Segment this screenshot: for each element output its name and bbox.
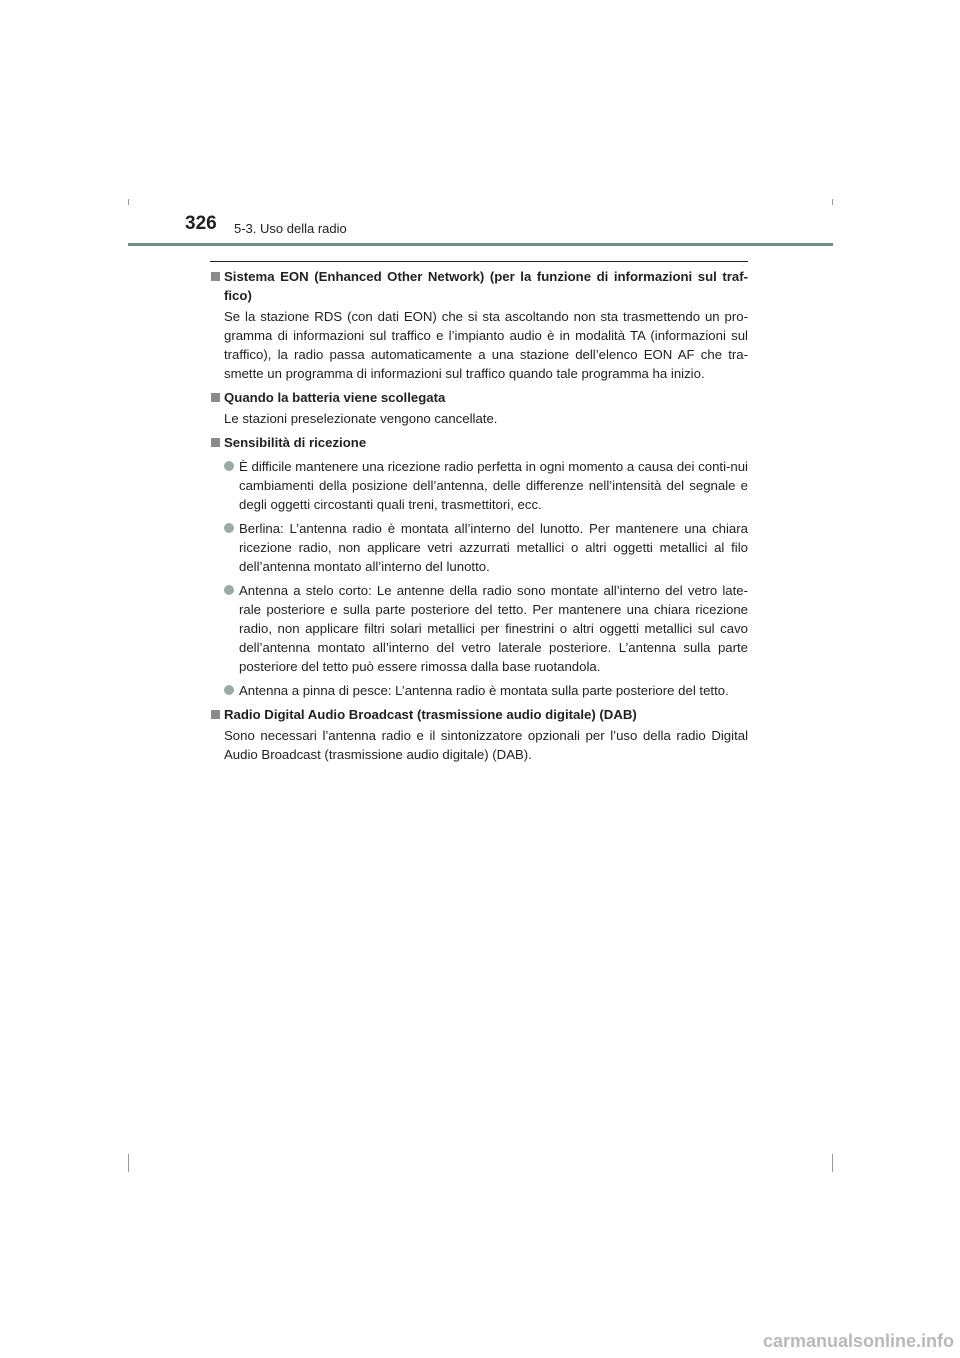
- crop-mark-bottom-right: [832, 1154, 833, 1172]
- section-heading-text: Quando la batteria viene scollegata: [224, 390, 446, 405]
- crop-mark-top-left: [128, 199, 129, 205]
- square-marker-icon: [211, 272, 220, 281]
- section-heading: [211, 267, 748, 305]
- crop-mark-bottom-left: [128, 1154, 129, 1172]
- page-content: [211, 267, 748, 769]
- square-marker-icon: [211, 710, 220, 719]
- section-heading-text: Sistema EON (Enhanced Other Network) (per la funzione di informazioni sul traf-fico): [224, 269, 748, 303]
- bullet-dot-icon: [224, 685, 234, 695]
- bullet-dot-icon: [224, 585, 234, 595]
- list-item: [211, 457, 748, 514]
- list-item-text: Antenna a stelo corto: Le antenne della radio sono montate all’interno del vetro late-rale posteriore e sulla parte posteriore del tetto. Per mantenere una chiara ricezione radio, non applicare filtri solari metallici per finestrini o altri oggetti metallici sul cavo dell’antenna montato all’interno del vetro laterale posteriore. L’antenna sulla parte posteriore del tetto può essere rimossa dalla base ruotandola.: [239, 583, 748, 674]
- list-item-text: È difficile mantenere una ricezione radio perfetta in ogni momento a causa dei conti-nui cambiamenti della posizione dell’antenna, delle differenze nell’intensità del segnale e degli oggetti circostanti quali treni, trasmettitori, ecc.: [239, 459, 748, 512]
- section-heading-text: Radio Digital Audio Broadcast (trasmissione audio digitale) (DAB): [224, 707, 637, 722]
- list-item: [211, 519, 748, 576]
- list-item-text: Berlina: L’antenna radio è montata all’interno del lunotto. Per mantenere una chiara ricezione radio, non applicare vetri azzurrati metallici o altri oggetti metallici al filo dell’antenna montato all’interno del lunotto.: [239, 521, 748, 574]
- page-number: 326: [185, 213, 217, 234]
- section-paragraph: Le stazioni preselezionate vengono cancellate.: [224, 411, 498, 426]
- crop-mark-top-right: [832, 199, 833, 205]
- section-paragraph: Se la stazione RDS (con dati EON) che si sta ascoltando non sta trasmettendo un pro-gramma di informazioni sul traffico e l’impianto audio è in modalità TA (informazioni sul traffico), la radio passa automaticamente a una stazione dell’elenco EON AF che tra-smette un programma di informazioni sul traffico quando tale programma ha inizio.: [224, 309, 748, 381]
- square-marker-icon: [211, 438, 220, 447]
- section-heading-text: Sensibilità di ricezione: [224, 435, 367, 450]
- section-dab: [211, 705, 748, 764]
- header-rule: [128, 243, 833, 246]
- list-item-text: Antenna a pinna di pesce: L’antenna radio è montata sulla parte posteriore del tetto.: [239, 683, 729, 698]
- section-paragraph: Sono necessari l’antenna radio e il sintonizzatore opzionali per l’uso della radio Digital Audio Broadcast (trasmissione audio digitale) (DAB).: [224, 728, 748, 762]
- bullet-dot-icon: [224, 461, 234, 471]
- section-battery: [211, 388, 748, 428]
- list-item: [211, 581, 748, 676]
- section-eon: [211, 267, 748, 383]
- watermark: carmanualsonline.info: [762, 1331, 954, 1351]
- bullet-dot-icon: [224, 523, 234, 533]
- section-title: 5-3. Uso della radio: [234, 221, 347, 236]
- section-heading: [211, 388, 748, 407]
- section-sensitivity: [211, 433, 748, 700]
- content-top-rule: [210, 261, 748, 262]
- section-heading: [211, 705, 748, 724]
- list-item: [211, 681, 748, 700]
- section-heading: [211, 433, 748, 452]
- square-marker-icon: [211, 393, 220, 402]
